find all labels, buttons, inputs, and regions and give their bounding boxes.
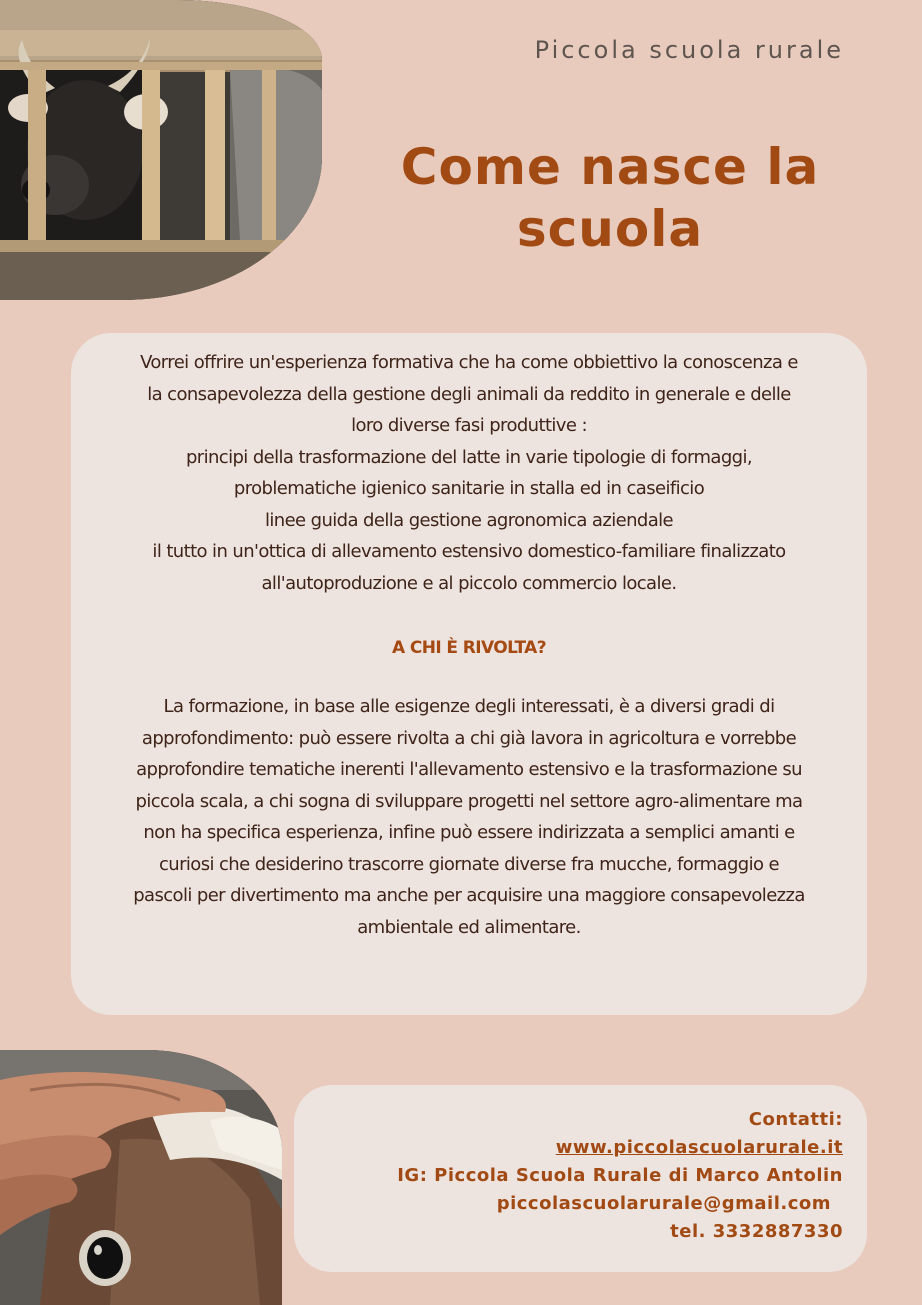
contact-card	[294, 1085, 867, 1272]
intro-line: il tutto in un'ottica di allevamento estensivo domestico-familiare finalizzato	[152, 541, 786, 562]
calf-photo	[0, 1050, 282, 1305]
audience-line: piccola scala, a chi sogna di sviluppare progetti nel settore agro-alimentare ma	[135, 790, 803, 812]
instagram-handle: IG: Piccola Scuola Rurale di Marco Antolin	[397, 1165, 843, 1186]
audience-line: non ha specifica esperienza, infine può essere indirizzata a semplici amanti e	[143, 822, 795, 843]
audience-line: approfondimento: può essere rivolta a chi già lavora in agricoltura e vorrebbe	[141, 727, 797, 749]
email-address[interactable]: piccolascuolarurale@gmail.com	[496, 1193, 831, 1214]
audience-paragraph	[89, 691, 849, 943]
intro-line: all'autoproduzione e al piccolo commercio locale.	[261, 572, 677, 594]
cows-illustration	[0, 0, 322, 300]
website-link[interactable]: www.piccolascuolarurale.it	[555, 1137, 843, 1158]
audience-line: approfondire tematiche inerenti l'allevamento estensivo e la trasformazione su	[136, 759, 802, 780]
description-card	[71, 333, 867, 1015]
intro-line: problematiche igienico sanitarie in stalla ed in caseificio	[233, 478, 705, 499]
contacts-heading: Contatti:	[748, 1109, 843, 1130]
intro-line: la consapevolezza della gestione degli animali da reddito in generale e delle	[147, 383, 791, 405]
intro-line: Vorrei offrire un'esperienza formativa che ha come obbiettivo la conoscenza e	[140, 352, 798, 373]
cows-photo	[0, 0, 322, 300]
brand-name: Piccola scuola rurale	[534, 36, 844, 64]
audience-line: ambientale ed alimentare.	[357, 916, 581, 938]
intro-line: principi della trasformazione del latte in varie tipologie di formaggi,	[185, 446, 753, 468]
intro-line: linee guida della gestione agronomica aziendale	[264, 509, 674, 531]
section-heading-audience: A CHI È RIVOLTA?	[392, 638, 546, 658]
audience-line: pascoli per divertimento ma anche per acquisire una maggiore consapevolezza	[133, 885, 805, 906]
page-title	[380, 136, 840, 260]
audience-line: curiosi che desiderino trascorre giornate diverse fra mucche, formaggio e	[158, 853, 780, 875]
intro-line: loro diverse fasi produttive :	[351, 415, 587, 436]
intro-paragraph	[93, 347, 845, 599]
title-line-1: Come nasce la	[400, 138, 820, 196]
calf-illustration	[0, 1050, 282, 1305]
audience-line: La formazione, in base alle esigenze degli interessati, è a diversi gradi di	[163, 696, 775, 717]
title-line-2: scuola	[516, 200, 704, 258]
phone-number: tel. 3332887330	[670, 1221, 843, 1242]
